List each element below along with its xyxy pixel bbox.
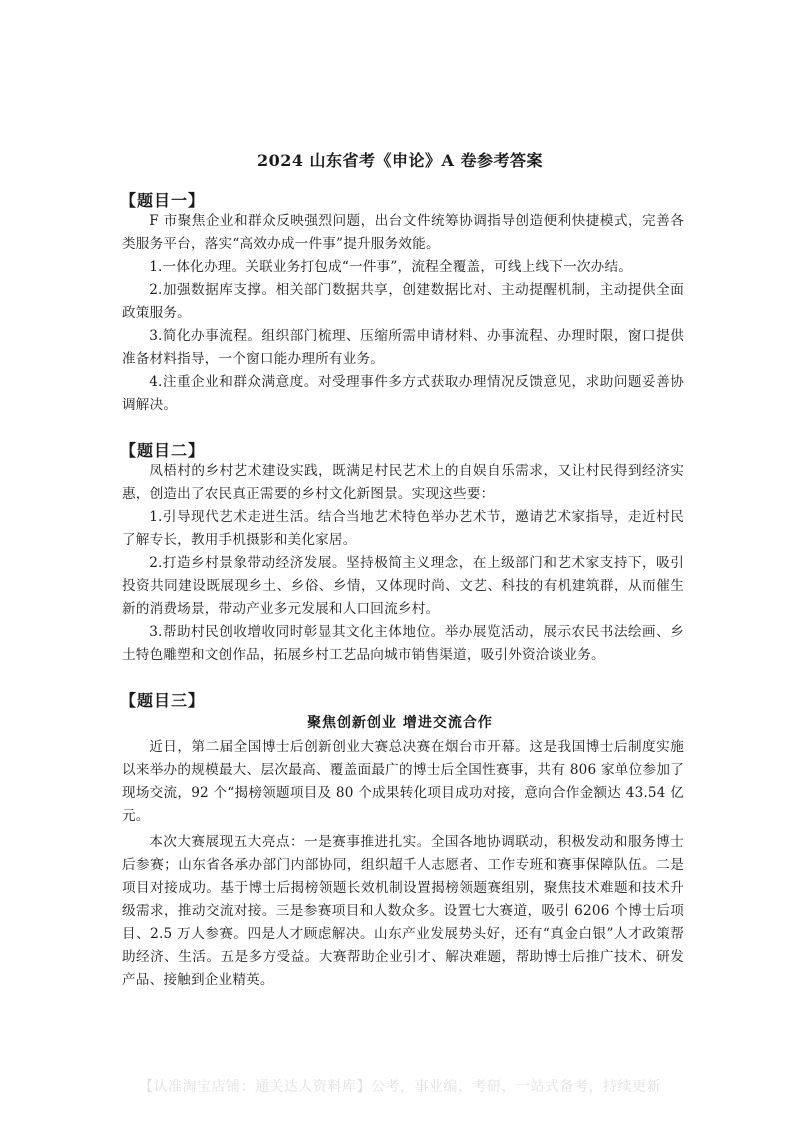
section-heading-3: 【题目三】 [120,691,206,710]
section-2-paragraph-1: 凤梧村的乡村艺术建设实践，既满足村民艺术上的自娱自乐需求，又让村民得到经济实惠，创造出了农民真正需要的乡村文化新图景。实现这些要： [122,463,684,502]
section-1-paragraph-2: 1.一体化办理。关联业务打包成“一件事”，流程全覆盖，可线上线下一次办结。 [149,259,633,275]
section-3-subtitle: 聚焦创新创业 增进交流合作 [307,715,493,731]
section-heading-1: 【题目一】 [120,191,206,210]
section-1-paragraph-5: 4.注重企业和群众满意度。对受理事件多方式获取办理情况反馈意见，求助问题妥善协调解决。 [122,374,684,413]
section-2-paragraph-2: 1.引导现代艺术走进生活。结合当地艺术特色举办艺术节，邀请艺术家指导，走近村民了解专长，教用手机摄影和美化家居。 [122,509,684,548]
section-1-paragraph-3: 2.加强数据库支撑。相关部门数据共享，创建数据比对、主动提醒机制，主动提供全面政策服务。 [122,282,684,321]
section-2-paragraph-4: 3.帮助村民创收增收同时彰显其文化主体地位。举办展览活动，展示农民书法绘画、乡土特色雕塑和文创作品，拓展乡村工艺品向城市销售渠道，吸引外资洽谈业务。 [122,624,684,663]
section-1-paragraph-1: F 市聚焦企业和群众反映强烈问题，出台文件统筹协调指导创造便利快捷模式，完善各类服务平台，落实“高效办成一件事”提升服务效能。 [122,213,684,252]
section-3-paragraph-2: 本次大赛展现五大亮点：一是赛事推进扎实。全国各地协调联动，积极发动和服务博士后参赛；山东省各承办部门内部协同，组织超千人志愿者、工作专班和赛事保障队伍。二是项目对接成功。基于博士后揭榜领题长效机制设置揭榜领题赛组别，聚焦技术难题和技术升级需求，推动交流对接。三是参赛项目和人数众多。设置七大赛道，吸引 6206 个博士后项目、2.5 万人参赛。四是人才顾虑解决。山东产业发展势头好，还有“真金白银”人才政策帮助经济、生活。五是多方受益。大赛帮助企业引才、解决难题，帮助博士后推广技术、研发产品、接触到企业精英。 [122,834,684,988]
footer-watermark: 【认准淘宝店铺：通关达人资料库】公考，事业编，考研，一站式备考，持续更新 [139,1079,661,1095]
section-1-paragraph-4: 3.简化办事流程。组织部门梳理、压缩所需申请材料、办事流程、办理时限，窗口提供准备材料指导，一个窗口能办理所有业务。 [122,328,684,367]
section-2-paragraph-3: 2.打造乡村景象带动经济发展。坚持极简主义理念，在上级部门和艺术家支持下，吸引投资共同建设既展现乡土、乡俗、乡情，又体现时尚、文艺、科技的有机建筑群，从而催生新的消费场景，带动产业多元发展和人口回流乡村。 [122,555,684,617]
section-3-paragraph-1: 近日，第二届全国博士后创新创业大赛总决赛在烟台市开幕。这是我国博士后制度实施以来举办的规模最大、层次最高、覆盖面最广的博士后全国性赛事，共有 806 家单位参加了现场交流，92 个“揭榜领题项目及 80 个成果转化项目成功对接，意向合作金额达 43.54 亿元。 [122,739,684,824]
document-title: 2024 山东省考《申论》A 卷参考答案 [256,151,544,170]
section-heading-2: 【题目二】 [120,441,206,460]
